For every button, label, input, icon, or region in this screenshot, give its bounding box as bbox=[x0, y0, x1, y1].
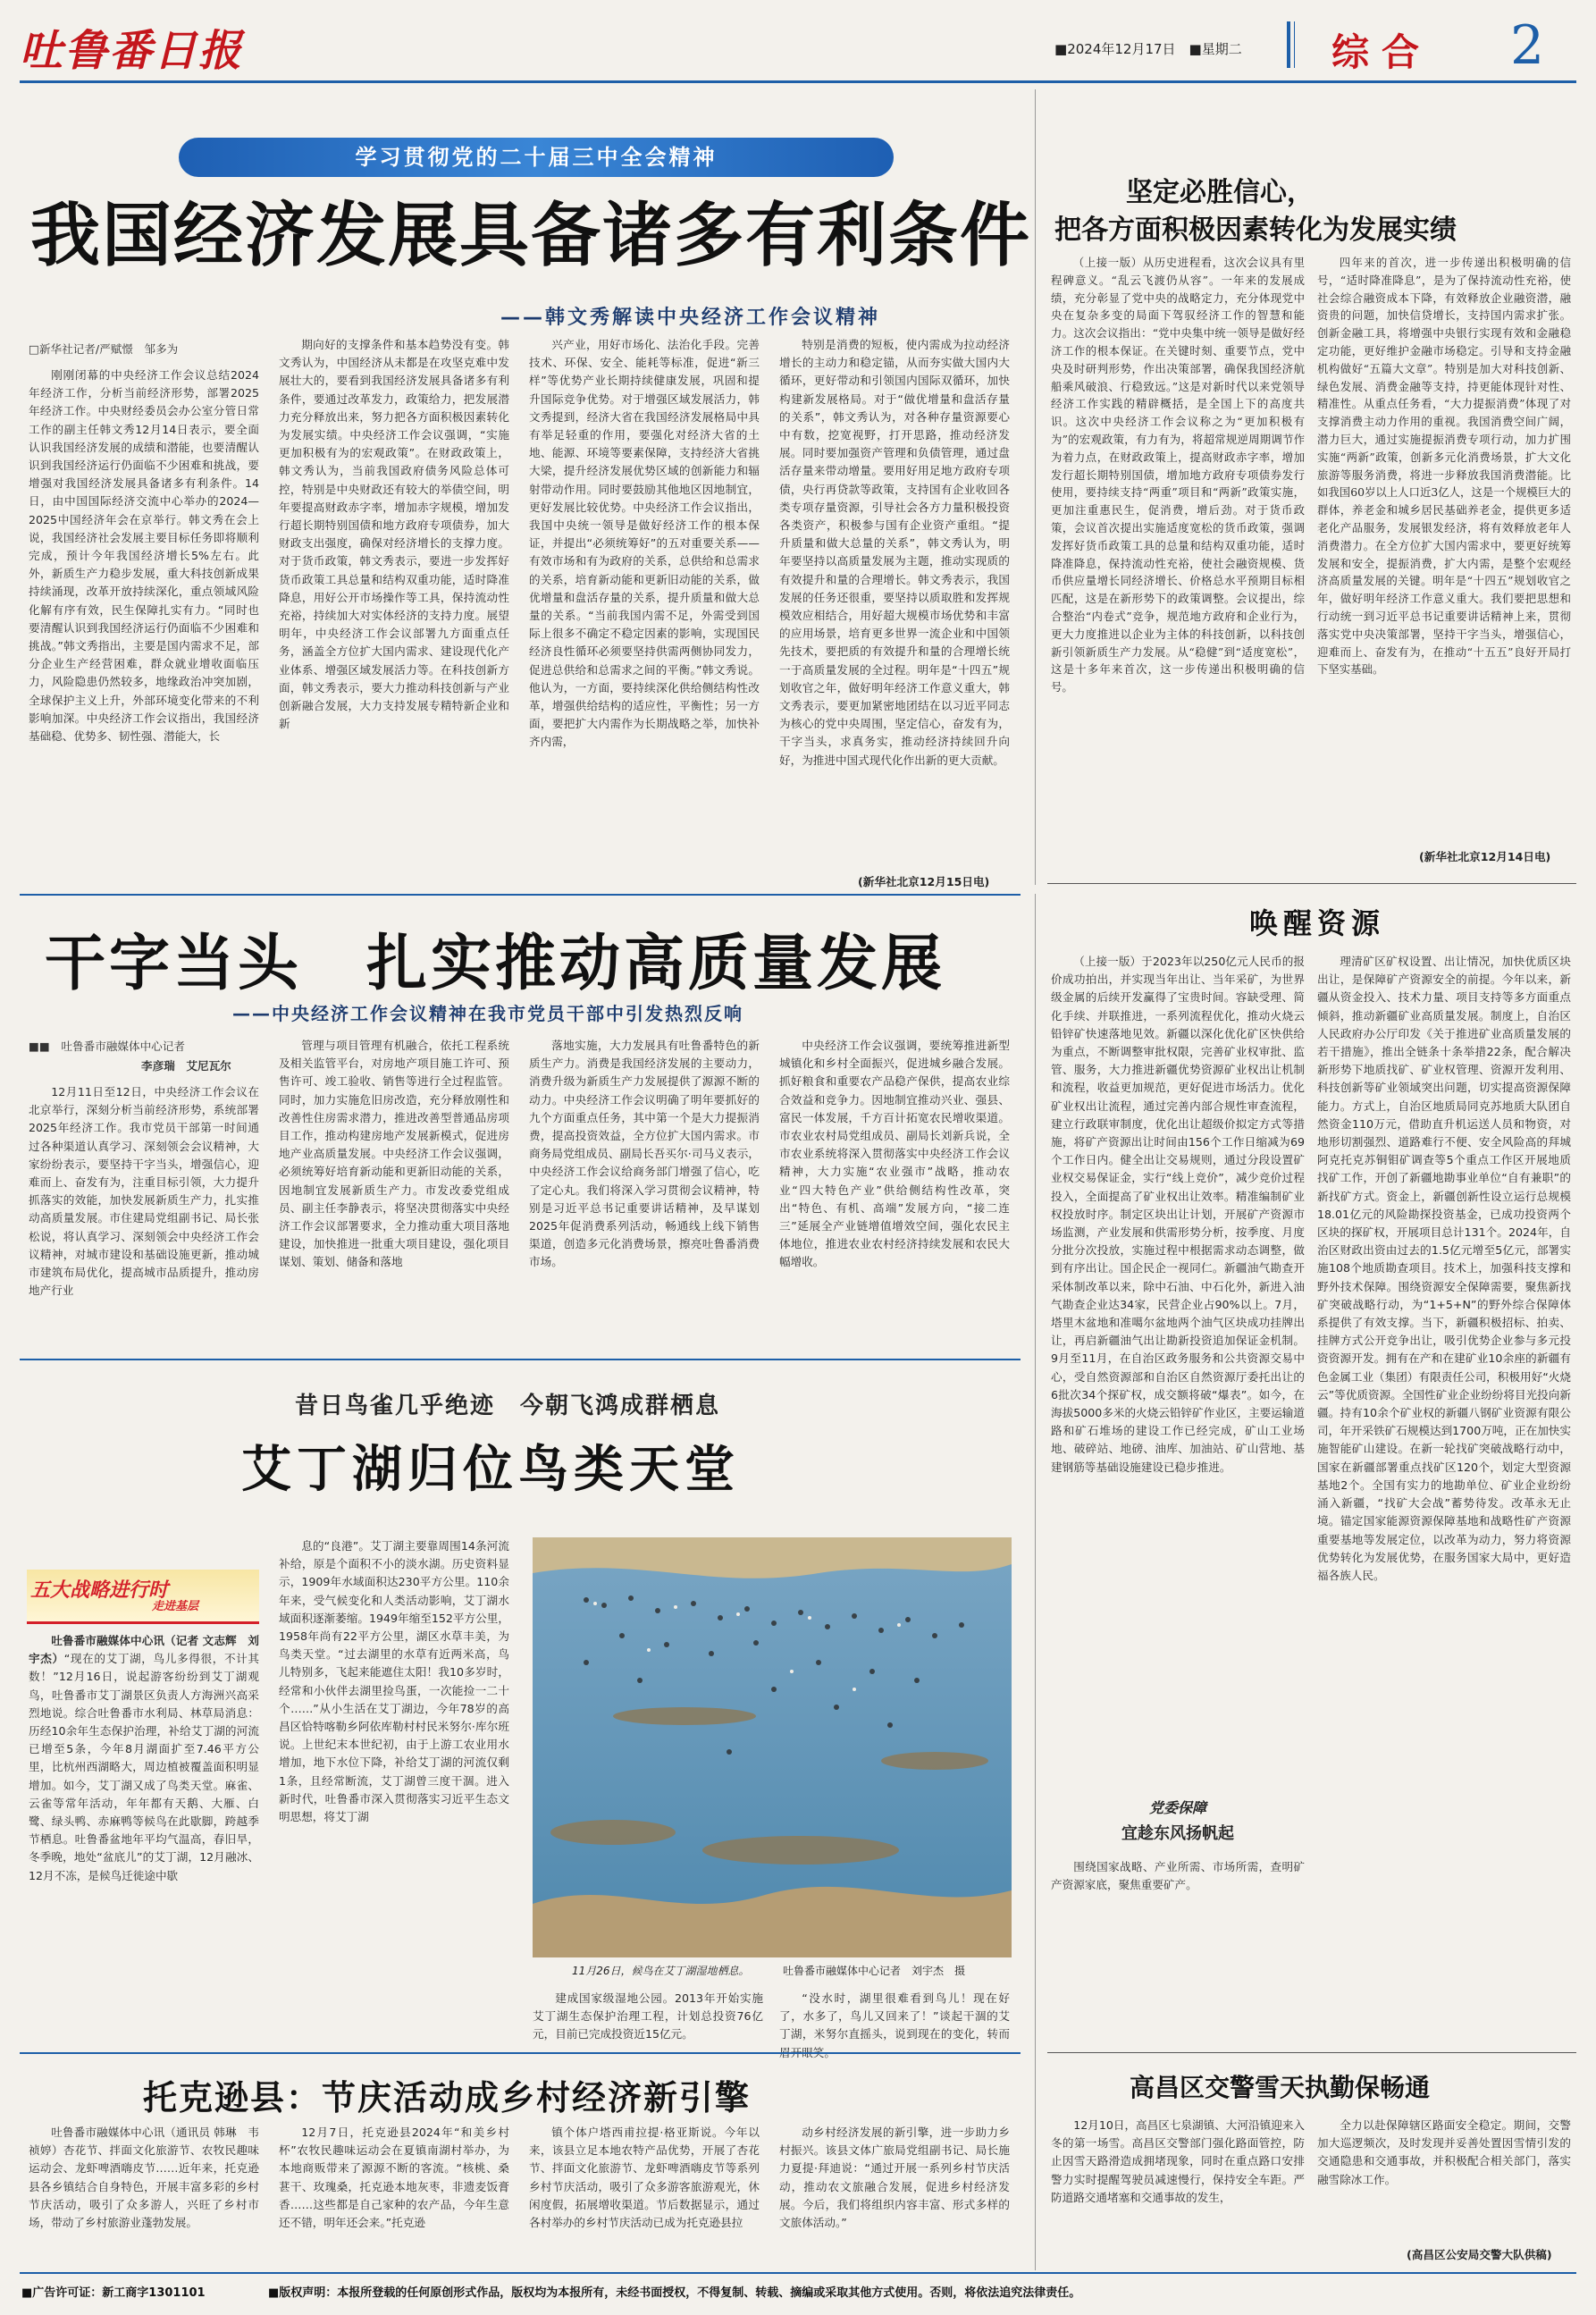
article1-byline: □新华社记者/严赋憬 邹多为 bbox=[29, 342, 179, 356]
resource-col2: 理清矿区矿权设置、出让情况，加快优质区块出让，是保障矿产资源安全的前提。今年以来，新疆从资金投入、技术力量、项目支持等多方面重点倾斜，推动新疆矿业高质量发展。制度上，自治区人民政府办公厅印发《关于推进矿业高质量发展的若干措施》，推出全链条十条举措22条，配合解决新形势下地质找矿、矿业权管理、资源开发利用、科技创新等矿业领域突出问题，切实提高资源保障能力。方式上，自治区地质局同克苏地质大队团自然资金110万元，借助直升机运送人员和物资，对地形切割强烈、道路难行不便、安全风险高的拜城阿克托克苏铜钼矿调查等5个重点工作区开展地质找矿工作，开创了新疆地勘事业单位“自有兼职”的新找矿方式。资金上，新疆创新性设立运行总规模18.01亿元的风险勘探投资基金，已成功投资两个区块的探矿权，开展项目总计131个。2024年，自治区财政出资由过去的1.5亿元增至5亿元，部署实施108个地质勘查项目。技术上，加强科技支撑和野外技术保障。围绕资源安全保障需要，聚焦新找矿突破战略行动，为“1+5+N”的野外综合保障体系提供了有效支撑。当下，新疆积极招标、拍卖、挂牌方式公开竞争出让，吸引优势企业参与多元投资资源开发。拥有在产和在建矿业10余座的新疆有色金属工业（集团）有限责任公司，积极用好“火烧云”等优质资源。全国性矿业企业纷纷将目光投向新疆。持有10余个矿业权的新疆八钢矿业资源有限公司，年开采铁矿石规模达到1700万吨，正在加快实施智能矿山建设。在新一轮找矿突破战略行动中，国家在新疆部署重点找矿区120个，划定大型资源基地2个。全国有实力的地勘单位、矿业企业纷纷涌入新疆，“找矿大会战”蓄势待发。改革永无止境。锚定国家能源资源保障基地和战略性矿产资源重要基地等发展定位，以改革为动力，努力将资源优势转化为发展优势，在服务国家大局中，更好造福各族人民。 bbox=[1317, 955, 1571, 1582]
birds-photo-credit: 吐鲁番市融媒体中心记者 刘宇杰 摄 bbox=[783, 1965, 966, 1977]
toksun-col2: 12月7日，托克逊县2024年“和美乡村杯”农牧民趣味运动会在夏镇南湖村举办，为本地商贩带来了源源不断的客流。“核桃、桑葚干、玫瑰桑，托克逊本地灰枣，非遗麦饭膏香……这些都是自己家种的农产品，今年生意还不错，明年还会来。”托克逊 bbox=[279, 2126, 509, 2230]
birds-photo bbox=[533, 1537, 1012, 1957]
traffic-title: 高昌区交警雪天执勤保畅通 bbox=[1130, 2073, 1431, 2102]
traffic-col2: 全力以赴保障辖区路面安全稳定。期间，交警加大巡逻频次，及时发现并妥善处置因雪情引发的交通隐患和交通事故，并积极配合相关部门，落实融雪除冰工作。 bbox=[1317, 2118, 1571, 2186]
wetland-birds-image bbox=[533, 1537, 1012, 1957]
toksun-title: 托克逊县：节庆活动成乡村经济新引擎 bbox=[143, 2077, 752, 2117]
birds-badge-sub: 走进基层 bbox=[152, 1600, 199, 1613]
topic-banner bbox=[179, 138, 894, 177]
section-divider-1 bbox=[20, 894, 1021, 896]
birds-badge bbox=[27, 1570, 259, 1624]
article2-byline-2: 李彦瑞 艾尼瓦尔 bbox=[141, 1059, 231, 1073]
section-divider-2 bbox=[20, 1359, 1021, 1360]
article1-dateline: (新华社北京12月15日电) bbox=[858, 875, 990, 888]
right1-title-1: 坚定必胜信心， bbox=[1126, 177, 1314, 208]
section-divider-right-2 bbox=[1047, 2052, 1576, 2053]
article2-col4: 中央经济工作会议强调，要统筹推进新型城镇化和乡村全面振兴，促进城乡融合发展。抓好粮食和重要农产品稳产保供，提高农业综合效益和竞争力。因地制宜推动兴业、强县、富民一体发展，千方百计拓宽农民增收渠道。市农业农村局党组成员、副局长刘新兵说，全市农业系统将深入贯彻落实中央经济工作会议精神，大力实施“农业强市”战略，推动农业“四大特色产业”供给侧结构性改革，突出“特色、有机、高端”发展方向，“接二连三”延展全产业链增值增效空间，强化农民主体地位，推进农业农村经济持续发展和农民大幅增收。 bbox=[779, 1039, 1010, 1269]
traffic-col1: 12月10日，高昌区七泉湖镇、大河沿镇迎来入冬的第一场雪。高昌区交警部门强化路面管控，防止因雪天路滑造成拥堵现象，同时在重点路口安排警力实时提醒驾驶员减速慢行，保持安全车距。严防道路交通堵塞和交通事故的发生， bbox=[1051, 2118, 1305, 2204]
toksun-col4: 动乡村经济发展的新引擎，进一步助力乡村振兴。该县文体广旅局党组副书记、局长施力夏提·拜迪说：“通过开展一系列乡村节庆活动，推动农文旅融合发展，促进乡村经济发展。今后，我们将组织内容丰富、形式多样的文旅体活动。” bbox=[779, 2126, 1010, 2230]
birds-col3: 建成国家级湿地公园。2013年开始实施艾丁湖生态保护治理工程，计划总投资76亿元，目前已完成投资近15亿元。 bbox=[533, 1991, 763, 2041]
article1-subtitle: ——韩文秀解读中央经济工作会议精神 bbox=[500, 307, 881, 329]
birds-col2: 息的“良港”。艾丁湖主要靠周围14条河流补给，原是个面积不小的淡水湖。历史资料显示，1909年水域面积达230平方公里。110余年来，受气候变化和人类活动影响，艾丁湖水域面积逐渐萎缩。1949年缩至152平方公里，1958年尚有22平方公里，湖区水草丰美，为鸟类天堂。“过去湖里的水草有近两米高，鸟儿特别多，飞起来能遮住太阳！我10多岁时，经常和小伙伴去湖里捡鸟蛋，一次能捡一二十个……”从小生活在艾丁湖边，今年78岁的高昌区恰特喀勒乡阿依库勒村村民米努尔·库尔班说。上世纪末本世纪初，由于上游工农业用水增加，地下水位下降，补给艾丁湖的河流仅剩1条，且经常断流，艾丁湖曾三度干涸。进入新时代，吐鲁番市深入贯彻落实习近平生态文明思想，将艾丁湖 bbox=[279, 1539, 509, 1824]
date-text: 2024年12月17日 bbox=[1067, 41, 1176, 57]
sidebar-quote-line: 宜趁东风扬帆起 bbox=[1121, 1824, 1234, 1843]
sidebar-quote-box bbox=[1051, 1797, 1305, 1904]
masthead-divider-2 bbox=[1294, 21, 1295, 68]
toksun-col3: 镇个体户塔西甫拉提·格亚斯说。今年以来，该县立足本地农特产品优势，开展了杏花节、拌面文化旅游节、龙虾啤酒嗨皮节等系列乡村节庆活动，吸引了众多游客旅游观光，休闲度假，拓展增收渠道。节后数据显示，通过各村举办的乡村节庆活动已成为托克逊县拉 bbox=[529, 2126, 760, 2230]
article1-col4: 特别是消费的短板，使内需成为拉动经济增长的主动力和稳定锚，从而夯实做大国内大循环，更好带动和引领国内国际双循环，加快构建新发展格局。对于“做优增量和盘活存量的关系”，韩文秀认为，对各种存量资源要心中有数，挖宽视野，打开思路，推动经济发展。同时要加强资产管理和负债管理，通过盘活存量来带动增量。要用好用足地方政府专项债，央行再贷款等政策，支持国有企业收回各类专项存量资源，引导社会各方力量积极投资各类资产，积极参与国有企业资产重组。“提升质量和做大总量的关系”，韩文秀认为，明年要坚持以高质量发展为主题，推动实现质的有效提升和量的合理增长。韩文秀表示，我国发展的任务还很重，要坚持以质取胜和发挥规模效应相结合，用好超大规模市场优势和丰富的应用场景，培育更多世界一流企业和中国领先技术，要把质的有效提升和量的合理增长统一于高质量发展的全过程。明年是“十四五”规划收官之年，做好明年经济工作意义重大，韩文秀表示，要更加紧密地团结在以习近平同志为核心的党中央周围，坚定信心，奋发有为，干字当头，求真务实，推动经济持续回升向好，为推进中国式现代化作出新的更大贡献。 bbox=[779, 338, 1010, 767]
article2-col3: 落地实施，大力发展具有吐鲁番特色的新质生产力。消费是我国经济发展的主要动力，消费升级为新质生产力发展提供了源源不断的动力。中央经济工作会议明确了明年要抓好的九个方面重点任务，其中第一个是大力提振消费，提高投资效益，全方位扩大国内需求。市商务局党组成员、副局长吾买尔·司马义表示，中央经济工作会议给商务部门增强了信心，吃了定心丸。我们将深入学习贯彻会议精神，特别是习近平总书记重要讲话精神，及早谋划2025年促消费系列活动，畅通线上线下销售渠道，创造多元化消费场景，擦亮吐鲁番消费市场。 bbox=[529, 1039, 760, 1269]
article1-col3: 兴产业，用好市场化、法治化手段。完善技术、环保、安全、能耗等标准，促进“新三样”等优势产业长期持续健康发展，巩固和提升国际竞争优势。对于增强区域发展活力，韩文秀提到，经济大省在我国经济发展格局中具有举足轻重的作用，要强化对经济大省的土地、能源、环境等要素保障，支持经济大省挑大梁，提升经济发展优势区域的创新能力和辐射带动作用。同时要鼓励其他地区因地制宜，更好发展比较优势。中央经济工作会议指出，我国中央统一领导是做好经济工作的根本保证，并提出“必须统筹好”的五对重要关系——有效市场和有为政府的关系，总供给和总需求的关系，培育新动能和更新旧动能的关系，做优增量和盘活存量的关系，提升质量和做大总量的关系。“当前我国内需不足，外需受到国际上很多不确定不稳定因素的影响，实现国民经济良性循环必须要坚持供需两侧协同发力，促进总供给和总需求之间的平衡。”韩文秀说。他认为，一方面，要持续深化供给侧结构性改革，增强供给结构的适应性，平衡性；另一方面，要把扩大内需作为长期战略之举，加快补齐内需， bbox=[529, 338, 760, 749]
birds-col1-text: “现在的艾丁湖，鸟儿多得很，不计其数！”12月16日，说起游客纷纷到艾丁湖观鸟，吐鲁番市艾丁湖景区负责人方海洲兴高采烈地说。综合吐鲁番市水利局、林草局消息：历经10余年生态保护治理，补给艾丁湖的河流已增至5条，今年8月湖面扩至7.46平方公里，比杭州西湖略大，周边植被覆盖面积明显增加。如今，艾丁湖又成了鸟类天堂。麻雀、云雀等常年活动，年年都有天鹅、大雁、白鹭、绿头鸭、赤麻鸭等候鸟在此歇脚，跨越季节栖息。吐鲁番盆地年平均气温高，春旧旱，冬季晚，地处“盆底儿”的艾丁湖，12月融冰、12月不冻，是候鸟迁徙途中歇 bbox=[29, 1652, 260, 1882]
section-divider-right-1 bbox=[1047, 883, 1576, 884]
weekday-text: 星期二 bbox=[1201, 41, 1242, 57]
section-divider-v2 bbox=[1035, 894, 1036, 2270]
masthead-rule bbox=[20, 80, 1576, 83]
birds-badge-text: 五大战略进行时 bbox=[30, 1579, 169, 1602]
section-divider-3 bbox=[20, 2052, 1021, 2054]
right1-title-2: 把各方面积极因素转化为发展实绩 bbox=[1054, 215, 1457, 246]
article2-subtitle: ——中央经济工作会议精神在我市党员干部中引发热烈反响 bbox=[232, 1003, 743, 1024]
article1-title: 我国经济发展具备诸多有利条件 bbox=[30, 196, 1032, 276]
footer-copyright: ■版权声明：本报所登载的任何原创形式作品，版权均为本报所有，未经书面授权，不得复制、转载、摘编或采取其他方式使用。否则，将依法追究法律责任。 bbox=[268, 2286, 1081, 2300]
birds-col1 bbox=[29, 1632, 259, 2045]
section-name: 综合 bbox=[1331, 30, 1432, 74]
birds-col4: “没水时，湖里很难看到鸟儿！现在好了，水多了，鸟儿又回来了！”谈起干涸的艾丁湖，米努尔直摇头，说到现在的变化，转而 bbox=[779, 1991, 1010, 2041]
footer-license: ■广告许可证：新工商字1301101 bbox=[21, 2286, 206, 2300]
article2-col1: 12月11日至12日，中央经济工作会议在北京举行，深刻分析当前经济形势，系统部署2025年经济工作。我市党员干部第一时间通过各种渠道认真学习、深刻领会会议精神，大家纷纷表示，要坚持干字当头，增强信心，迎难而上、奋发有为，注重目标引领，大力提升抓落实的效能，加快发展新质生产力，扎实推动高质量发展。市住建局党组副书记、局长张松说，将认真学习、深刻领会中央经济工作会议精神，对城市建设和基础设施更新，推动城市建筑布局优化，提高城市品质提升，推动房地产行业 bbox=[29, 1085, 259, 1298]
page-number: 2 bbox=[1510, 14, 1545, 77]
masthead-logo: 吐鲁番日报 bbox=[20, 26, 244, 76]
article2-byline-1: ■■ 吐鲁番市融媒体中心记者 bbox=[29, 1040, 185, 1053]
article1-right-rule bbox=[1035, 89, 1036, 885]
article2-col2: 管理与项目管理有机融合，依托工程系统及相关监管平台，对房地产项目施工许可、预售许可、竣工验收、销售等进行全过程监管。同时，加力实施危旧房改造，充分释放刚性和改善性住房需求潜力，推进改善型普通品房项目工作，推动构建房地产发展新模式，促进房地产业高质量发展。中央经济工作会议强调，必须统筹好培育新动能和更新旧动能的关系，因地制宜发展新质生产力。市发改委党组成员、副主任李静表示，将坚决贯彻落实中央经济工作会议部署要求，全力推动重大项目落地建设，加快推进一批重大项目建设，强化项目谋划、策划、储备和落地 bbox=[279, 1039, 509, 1269]
right1-col2: 四年来的首次，进一步传递出积极明确的信号，“适时降准降息”，是为了保持流动性充裕，使社会综合融资成本下降，有效释放企业融资潜，融资贵的问题，加快信贷增长，支持国内需求扩张。创新金融工具，将增强中央银行实现有效和金融稳定功能，更好维护金融市场稳定。引导和支持金融机构做好“五篇大文章”。特别是加大对科技创新、绿色发展、消费金融等支持，持更能体现针对性、精准性。从重点任务看，“大力提振消费”体现了对支撑消费主动力作用的重视。我国消费空间广阔，潜力巨大，通过实施提振消费专项行动，加力扩围实施“两新”政策，创新多元化消费场景，扩大文化旅游等服务消费，将进一步释放我国消费潜能。比如我国60岁以上人口近3亿人，这是一个规模巨大的群体，养老金和城乡居民基础养老金，提供更多适老化产品服务，发展银发经济，将有效释放老年人消费潜力。在全方位扩大国内需求中，要更好统筹发展和安全，提振消费，扩大内需，是整个宏观经济高质量发展的关键。明年是“十四五”规划收官之年，做好明年经济工作意义重大。我们要把思想和行动统一到习近平总书记重要讲话精神上来，贯彻落实党中央决策部署，坚持干字当头，增强信心，迎难而上、奋发有为，在推动“十五五”良好开局打下坚实基础。 bbox=[1317, 256, 1571, 677]
article1-col1: 刚刚闭幕的中央经济工作会议总结2024年经济工作，分析当前经济形势，部署2025年经济工作。中央财经委员会办公室分管日常工作的副主任韩文秀12月14日表示，要全面认识我国经济发展的成绩和潜能，也要清醒认识到我国经济运行仍面临不少困难和挑战，要增强对我国经济发展具备诸多有利条件。14日，由中国国际经济交流中心举办的2024—2025中国经济年会在京举行。韩文秀在会上说，我国经济社会发展主要目标任务即将顺利完成，预计今年我国经济增长5%左右。此外，新质生产力稳步发展，重大科技创新成果持续涌现，改革开放持续深化，重点领域风险化解有序有效，民生保障扎实有力。“同时也要清醒认识到我国经济运行仍面临不少困难和挑战。”韩文秀指出，主要是国内需求不足，部分企业生产经营困难，群众就业增收面临压力，风险隐患仍然较多，地缘政治冲突加剧，全球保护主义上升，外部环境变化带来的不利影响加深。中央经济工作会议指出，我国经济基础稳、优势多、韧性强、潜能大，长 bbox=[29, 368, 259, 744]
masthead-divider bbox=[1287, 21, 1290, 68]
article2-title: 干字当头 扎实推动高质量发展 bbox=[45, 928, 946, 999]
resource-title: 唤醒资源 bbox=[1249, 906, 1386, 940]
resource-col1: （上接一版）于2023年以250亿元人民币的报价成功拍出，并实现当年出让、当年采矿，为世界级金属的后续开发赢得了宝贵时间。容缺受理、简化手续、并联推进，一系列流程优化，推动火烧云铅锌矿快速落地见效。新疆以深化优化矿区快供给为重点，不断调整审批权限，完善矿业权审批、监管、服务，大力推进新疆优势资源矿业权出让机制和流程，收益更加规范，更好促进市场活力。优化矿业权出让流程，通过完善内部合规性审查流程，建立行政联审制度，优化出让超级价拟定方式等措施，将矿产资源出让时间由156个工作日缩减为69个工作日内。健全出让交易规则，通过分段设置矿业权交易保证金，实行“线上竞价”，减少竞价过程投入，全面提高了矿业权出让效率。精准编制矿业权投放时序。制定区块出让计划，开展矿产资源市场监测，产业发展和供需形势分析，按季度、月度分批分次投放，实施过程中根据需求动态调整，做到有序出让。国企民企一视同仁。新疆油气勘查开采体制改革以来，除中石油、中石化外，新进入油气勘查企业达34家，民营企业占90%以上。7月，塔里木盆地和准噶尔盆地两个油气区块成功挂牌出让，再启新疆油气出让勘新投资追加保证金机制。9月至11月，在自治区政务服务和公共资源交易中心，受自然资源部和自治区自然资源厅委托出让的6批次34个探矿权，成交额将破“爆表”。如今，在海拔5000多米的火烧云铅锌矿作业区，主要运输道路和矿石堆场的建设工作已经完成，矿山工业场地、破碎站、地磅、油库、加油站、矿山营地、基建钢筋等基础设施建设已稳步推进。 bbox=[1051, 955, 1305, 1474]
article1-col2: 期向好的支撑条件和基本趋势没有变。韩文秀认为，中国经济从未都是在攻坚克难中发展壮大的，要看到我国经济发展具备诸多有利条件，要通过改革发力，政策给力，把发展潜力充分释放出来，努力把各方面积极因素转化为发展实绩。中央经济工作会议强调，“实施更加积极有为的宏观政策”。在财政政策上，韩文秀认为，当前我国政府债务风险总体可控，特别是中央财政还有较大的举债空间，明年要提高财政赤字率，增加赤字规模，增加发行超长期特别国债和地方政府专项债券，加大财政支出强度，确保对经济增长的支撑力度。对于货币政策，韩文秀表示，要进一步发挥好货币政策工具总量和结构双重功能，适时降准降息，用好公开市场操作等工具，保持流动性充裕，持续加大对实体经济的支持力度。展望明年，中央经济工作会议部署九方面重点任务，涵盖全方位扩大国内需求、建设现代化产业体系、增强区域发展活力等。在科技创新方面，韩文秀表示，要大力推动科技创新与产业创新融合发展，大力支持发展专精特新企业和新 bbox=[279, 338, 509, 731]
traffic-dateline: (高昌区公安局交警大队供稿) bbox=[1407, 2248, 1552, 2261]
sidebar-quote-text: 围绕国家战略、产业所需、市场所需，查明矿产资源家底，聚焦重要矿产。 bbox=[1051, 1860, 1305, 1892]
sidebar-quote-label: 党委保障 bbox=[1148, 1799, 1206, 1816]
footer-rule bbox=[20, 2272, 1576, 2274]
article2-byline-org: 吐鲁番市融媒体中心记者 bbox=[61, 1040, 185, 1053]
birds-photo-caption: 11月26日，候鸟在艾丁湖湿地栖息。 bbox=[572, 1965, 750, 1977]
right1-col1: （上接一版）从历史进程看，这次会议具有里程碑意义。“乱云飞渡仍从容”。一年来的发展成绩，充分彰显了党中央的战略定力，充分体现党中央在复杂多变的局面下驾驭经济工作的智慧和能力。这次会议指出：“党中央集中统一领导是做好经济工作的根本保证。在关键时刻、重要节点，党中央及时研判形势，作出决策部署，确保我国经济航船乘风破浪、行稳致远。”这是对新时代以来党领导经济工作实践的精辟概括，是全国上下的高度共识。这次中央经济工作会议称之为“更加积极有为”的宏观政策，有力有为，将超常规逆周期调节作为着力点，在财政政策上，提高财政赤字率，增加发行超长期特别国债，增加地方政府专项债券发行使用，要持续支持“两重”项目和“两新”政策实施，更加注重惠民生，促消费，增后劲。对于货币政策，会议首次提出实施适度宽松的货币政策，强调发挥好货币政策工具的总量和结构双重功能，适时降准降息，保持流动性充裕，使社会融资规模、货币供应量增长同经济增长、价格总水平预期目标相匹配，这是在新形势下的政策调整。会议提出，综合整治“内卷式”竞争，规范地方政府和企业行为，更大力度推进以企业为主体的科技创新，以科技创新引领新质生产力发展。从“稳健”到“适度宽松”，这是十多年来首次，这一步传递出积极明确的信号。 bbox=[1051, 256, 1305, 694]
birds-title: 艾丁湖归位鸟类天堂 bbox=[241, 1440, 740, 1499]
right1-dateline: (新华社北京12月14日电) bbox=[1419, 850, 1551, 863]
masthead-date: ■2024年12月17日 ■星期二 bbox=[1054, 41, 1242, 57]
birds-kicker: 昔日鸟雀几乎绝迹 今朝飞鸿成群栖息 bbox=[295, 1393, 721, 1419]
banner-text: 学习贯彻党的二十届三中全会精神 bbox=[355, 145, 718, 170]
toksun-col1: 吐鲁番市融媒体中心讯（通讯员 韩琳 韦祯婷）杏花节、拌面文化旅游节、农牧民趣味运动会、龙虾啤酒嗨皮节……近年来，托克逊县各乡镇结合自身特色，开展丰富多彩的乡村节庆活动，吸引了众多游人，兴旺了乡村市场，带动了乡村旅游业蓬勃发展。 bbox=[29, 2126, 259, 2230]
birds-byline: 吐鲁番市融媒体中心讯（记者 文志辉 刘宇杰） bbox=[29, 1634, 259, 1666]
